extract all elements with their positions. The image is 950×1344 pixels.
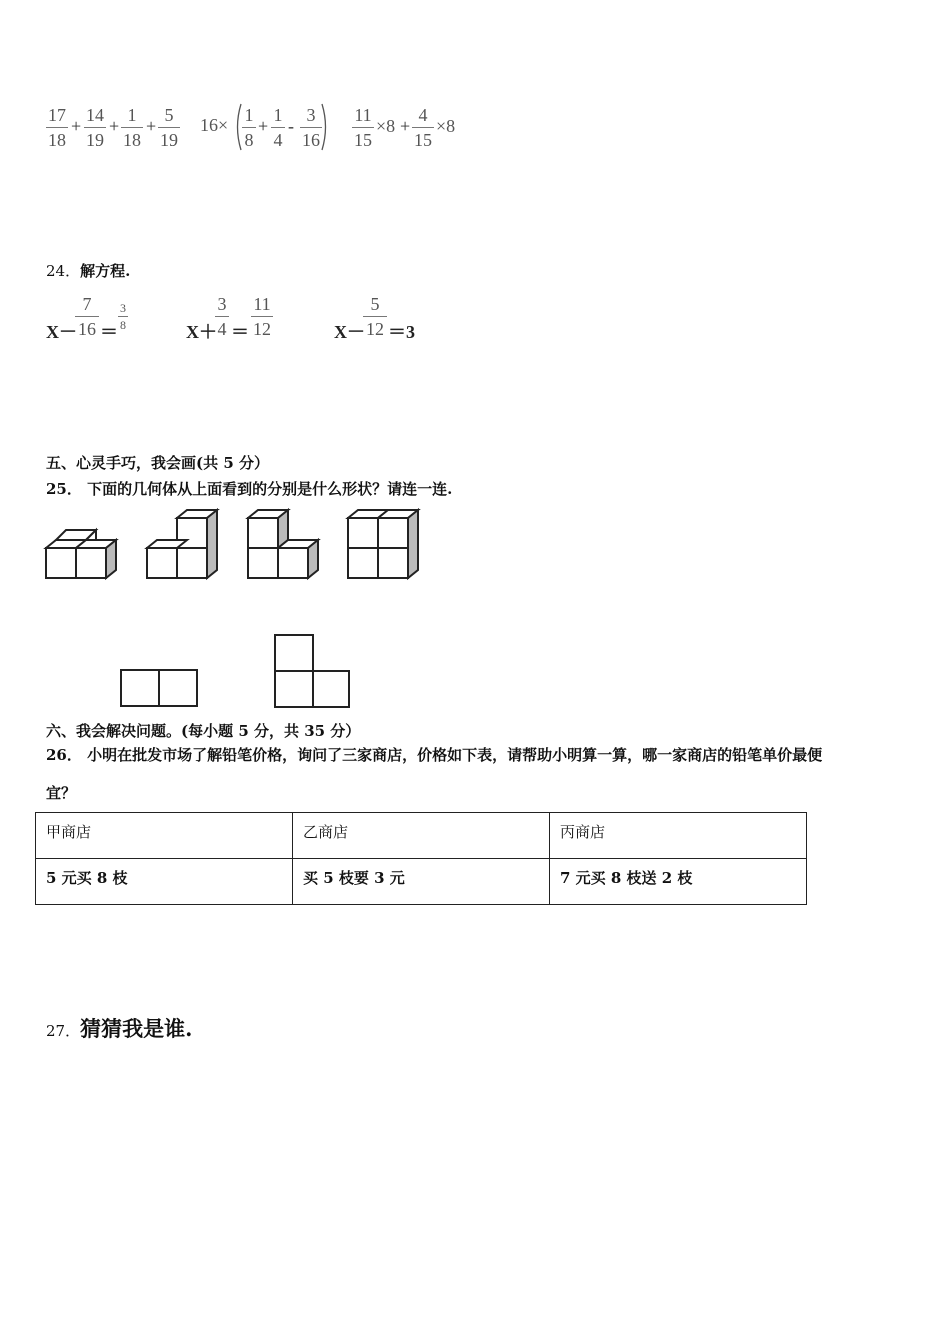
cube-figures bbox=[40, 500, 440, 590]
table-cell: 7 元买 8 枝送 2 枝 bbox=[550, 859, 807, 905]
right-paren-icon bbox=[319, 102, 331, 152]
top-view-shape-2 bbox=[275, 635, 349, 707]
question-24-title: 24．解方程. bbox=[46, 262, 131, 280]
equation-left: X－ bbox=[46, 322, 77, 342]
price-table bbox=[35, 812, 807, 905]
table-cell: 5 元买 8 枝 bbox=[36, 859, 293, 905]
fraction: 17 18 bbox=[48, 105, 66, 150]
equals-sign: ＝ bbox=[231, 322, 249, 342]
fraction-small: 3 8 bbox=[120, 301, 126, 332]
fraction: 5 12 bbox=[363, 293, 387, 340]
fraction: 3 16 bbox=[302, 105, 320, 150]
top-view-shapes bbox=[110, 630, 360, 712]
solid-figure-1 bbox=[46, 530, 116, 578]
table-header-cell: 乙商店 bbox=[293, 813, 550, 859]
times-eight: ×8 bbox=[436, 116, 456, 136]
plus-sign: + bbox=[400, 116, 411, 136]
solid-figure-2 bbox=[147, 510, 217, 578]
fraction: 7 16 bbox=[75, 293, 99, 340]
equation-left: X－ bbox=[334, 322, 365, 342]
fraction: 4 15 bbox=[414, 105, 432, 150]
table-header-cell: 丙商店 bbox=[550, 813, 807, 859]
times-eight: ×8 bbox=[376, 116, 396, 136]
section-5-heading: 五、心灵手巧，我会画(共 5 分） bbox=[46, 454, 269, 472]
equation-right: ＝3 bbox=[388, 322, 415, 342]
minus-sign: - bbox=[288, 116, 294, 136]
fraction: 1 8 bbox=[242, 104, 256, 151]
fraction: 5 19 bbox=[160, 105, 178, 150]
equals-sign: ＝ bbox=[100, 322, 118, 342]
fraction: 11 12 bbox=[253, 294, 271, 339]
table-header-cell: 甲商店 bbox=[36, 813, 293, 859]
coefficient: 16× bbox=[200, 115, 229, 135]
plus-sign: + bbox=[109, 116, 120, 136]
top-view-shape-1 bbox=[121, 670, 197, 706]
question-26-line-2: 宜？ bbox=[46, 784, 77, 802]
fraction: 3 4 bbox=[215, 293, 229, 340]
plus-sign: + bbox=[71, 116, 82, 136]
question-27: 27．猜猜我是谁. bbox=[46, 1016, 193, 1041]
plus-sign: + bbox=[258, 116, 269, 136]
plus-sign: + bbox=[146, 116, 157, 136]
fraction: 14 19 bbox=[86, 105, 104, 150]
question-25: 25． 下面的几何体从上面看到的分别是什么形状？请连一连. bbox=[46, 480, 453, 498]
table-row bbox=[36, 859, 807, 905]
question-26-line-1: 26． 小明在批发市场了解铅笔价格，询问了三家商店，价格如下表，请帮助小明算一算，哪一家商店的铅笔单价最便 bbox=[46, 746, 823, 764]
fraction: 1 4 bbox=[271, 104, 285, 151]
equation-left: X＋ bbox=[186, 322, 217, 342]
solid-figure-4 bbox=[348, 510, 418, 578]
fraction: 11 15 bbox=[354, 105, 372, 150]
solid-figure-3 bbox=[248, 510, 318, 578]
table-cell: 买 5 枝要 3 元 bbox=[293, 859, 550, 905]
fraction: 1 18 bbox=[123, 105, 141, 150]
table-header-row bbox=[36, 813, 807, 859]
section-6-heading: 六、我会解决问题。(每小题 5 分，共 35 分） bbox=[46, 722, 361, 740]
